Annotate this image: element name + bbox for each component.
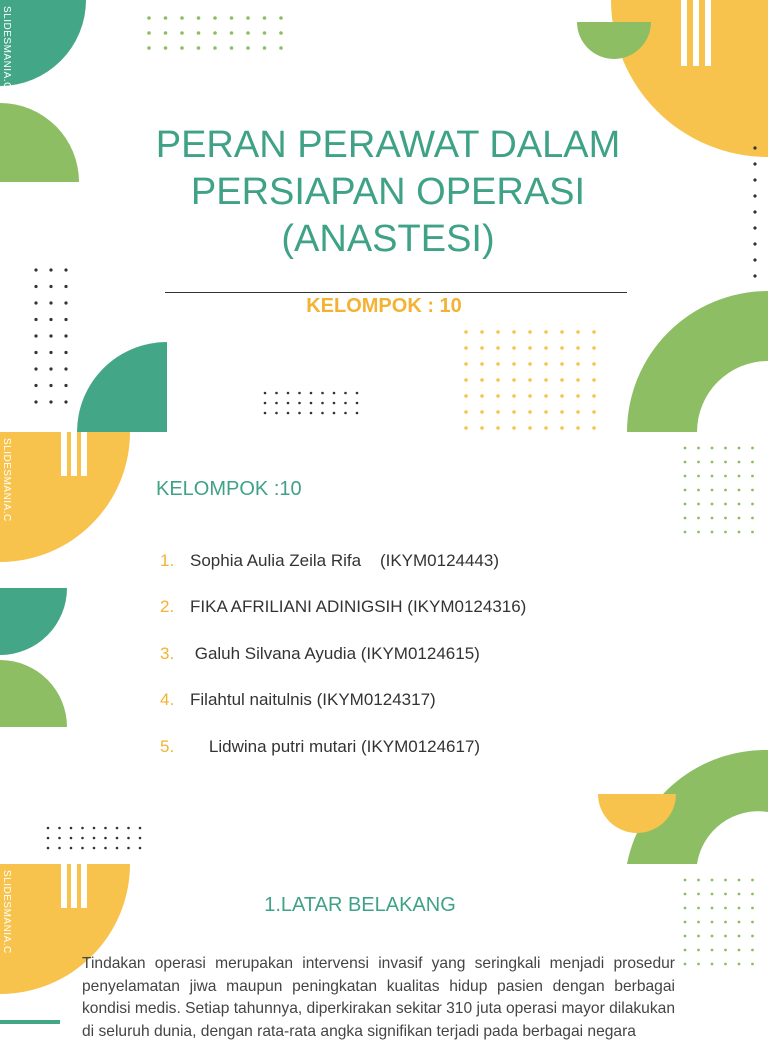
member-name: Galuh Silvana Ayudia (IKYM0124615) (190, 644, 480, 663)
list-number: 5. (160, 737, 175, 756)
list-number: 3. (160, 644, 175, 663)
member-name: FIKA AFRILIANI ADINIGSIH (IKYM0124316) (190, 597, 527, 616)
group-subtitle: KELOMPOK : 10 (306, 295, 462, 317)
slide-title (0, 0, 768, 432)
title-divider (165, 292, 627, 293)
member-name: Sophia Aulia Zeila Rifa (IKYM0124443) (190, 551, 500, 570)
watermark: SLIDESMANIA.C (1, 870, 12, 954)
watermark: SLIDESMANIA.C (1, 6, 12, 90)
section-heading: 1.LATAR BELAKANG (264, 894, 456, 916)
slide-background (0, 864, 768, 1040)
presentation-title: PERAN PERAWAT DALAM PERSIAPAN OPERASI (ANASTESI) (155, 124, 621, 260)
section-paragraph: Tindakan operasi merupakan intervensi invasif yang seringkali menjadi prosedur penyelamatan jiwa maupun peningkatan kualitas hidup pasien dengan berbagai kondisi medis. Setiap tahunnya, diperkirakan sekitar 310 juta operasi mayor dilakukan di seluruh dunia, dengan rata-rata angka signifikan terjadi pada berbagai negara (82, 955, 675, 1040)
list-number: 4. (160, 690, 175, 709)
member-name: Filahtul naitulnis (IKYM0124317) (190, 690, 436, 709)
members-heading: KELOMPOK :10 (156, 478, 302, 500)
slide-members (0, 432, 768, 864)
list-number: 1. (160, 551, 175, 570)
member-list-item (160, 690, 436, 710)
member-list-item (160, 737, 480, 757)
member-name: Lidwina putri mutari (IKYM0124617) (190, 737, 481, 756)
member-list-item (160, 551, 499, 571)
member-list-item (160, 597, 526, 617)
watermark: SLIDESMANIA.C (1, 438, 12, 522)
list-number: 2. (160, 597, 175, 616)
member-list-item (160, 644, 480, 664)
